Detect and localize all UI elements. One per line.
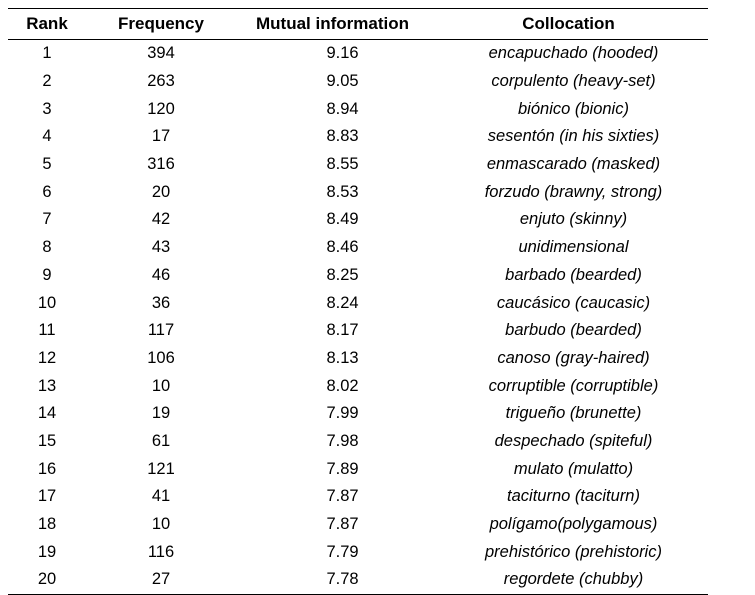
cell-mutual-information: 9.16 <box>326 44 359 63</box>
cell-frequency: 42 <box>151 210 171 229</box>
table-row <box>8 372 708 400</box>
cell-collocation: regordete (chubby) <box>503 570 644 589</box>
cell-collocation: prehistórico (prehistoric) <box>485 542 662 561</box>
table-row <box>8 538 708 566</box>
cell-mutual-information: 7.99 <box>326 404 359 423</box>
cell-mutual-information: 8.46 <box>326 238 359 257</box>
cell-rank: 14 <box>37 404 57 423</box>
cell-mutual-information: 8.24 <box>326 293 359 312</box>
cell-rank: 17 <box>37 487 57 506</box>
cell-frequency: 394 <box>147 44 175 63</box>
cell-collocation: corpulento (heavy-set) <box>491 72 656 91</box>
cell-mutual-information: 7.87 <box>326 487 359 506</box>
cell-rank: 1 <box>42 44 52 63</box>
cell-frequency: 106 <box>147 348 175 367</box>
cell-collocation: enjuto (skinny) <box>519 210 628 229</box>
header-frequency: Frequency <box>118 14 204 33</box>
header-rank: Rank <box>26 14 68 33</box>
cell-rank: 2 <box>42 72 52 91</box>
table-header <box>8 9 708 40</box>
cell-frequency: 316 <box>147 155 175 174</box>
cell-rank: 6 <box>42 182 52 201</box>
table-row <box>8 483 708 511</box>
table-row <box>8 206 708 234</box>
cell-mutual-information: 8.53 <box>326 182 359 201</box>
table-row <box>8 178 708 206</box>
cell-collocation: sesentón (in his sixties) <box>487 127 660 146</box>
cell-frequency: 36 <box>151 293 171 312</box>
cell-rank: 5 <box>42 155 52 174</box>
cell-collocation: caucásico (caucasic) <box>496 293 651 312</box>
cell-collocation: biónico (bionic) <box>518 99 629 118</box>
table-body <box>8 40 708 595</box>
table-row <box>8 566 708 594</box>
cell-mutual-information: 8.02 <box>326 376 359 395</box>
cell-rank: 13 <box>37 376 57 395</box>
table-row <box>8 345 708 373</box>
cell-rank: 8 <box>42 238 52 257</box>
cell-frequency: 27 <box>151 570 171 589</box>
cell-frequency: 263 <box>147 72 175 91</box>
cell-frequency: 17 <box>151 127 171 146</box>
cell-mutual-information: 8.94 <box>326 99 359 118</box>
cell-rank: 3 <box>42 99 52 118</box>
cell-rank: 9 <box>42 265 52 284</box>
cell-rank: 12 <box>37 348 57 367</box>
cell-mutual-information: 7.78 <box>326 570 359 589</box>
cell-mutual-information: 9.05 <box>326 72 359 91</box>
cell-frequency: 121 <box>147 459 175 478</box>
table-row <box>8 234 708 262</box>
table-row <box>8 262 708 290</box>
cell-mutual-information: 8.49 <box>326 210 359 229</box>
table-row <box>8 511 708 539</box>
cell-mutual-information: 8.83 <box>326 127 359 146</box>
cell-frequency: 41 <box>151 487 171 506</box>
cell-frequency: 20 <box>151 182 171 201</box>
cell-mutual-information: 7.79 <box>326 542 359 561</box>
cell-collocation: trigueño (brunette) <box>505 404 642 423</box>
cell-frequency: 116 <box>147 542 175 561</box>
cell-frequency: 117 <box>147 321 175 340</box>
cell-collocation: unidimensional <box>518 238 629 257</box>
cell-rank: 11 <box>38 321 56 340</box>
table-row <box>8 289 708 317</box>
cell-mutual-information: 7.89 <box>326 459 359 478</box>
table-row <box>8 40 708 68</box>
cell-collocation: polígamo(polygamous) <box>489 515 658 534</box>
cell-rank: 18 <box>37 515 57 534</box>
cell-frequency: 19 <box>151 404 171 423</box>
table-row <box>8 400 708 428</box>
cell-mutual-information: 8.55 <box>326 155 359 174</box>
cell-mutual-information: 8.17 <box>326 321 359 340</box>
cell-rank: 16 <box>37 459 57 478</box>
cell-frequency: 10 <box>151 515 171 534</box>
cell-rank: 19 <box>37 542 57 561</box>
collocation-table-container <box>8 8 708 595</box>
cell-collocation: enmascarado (masked) <box>486 155 661 174</box>
cell-rank: 4 <box>42 127 52 146</box>
cell-frequency: 61 <box>151 431 171 450</box>
table-row <box>8 95 708 123</box>
header-mutual-information: Mutual information <box>256 14 409 33</box>
cell-frequency: 46 <box>151 265 171 284</box>
cell-frequency: 120 <box>147 99 175 118</box>
cell-collocation: barbado (bearded) <box>505 265 642 284</box>
cell-rank: 7 <box>42 210 52 229</box>
cell-mutual-information: 7.87 <box>326 515 359 534</box>
cell-collocation: taciturno (taciturn) <box>507 487 640 506</box>
cell-rank: 10 <box>37 293 57 312</box>
cell-frequency: 43 <box>151 238 171 257</box>
header-row <box>8 9 708 40</box>
cell-mutual-information: 8.25 <box>326 265 359 284</box>
table-row <box>8 428 708 456</box>
cell-collocation: mulato (mulatto) <box>513 459 634 478</box>
cell-collocation: corruptible (corruptible) <box>488 376 659 395</box>
cell-rank: 15 <box>37 431 57 450</box>
table-row <box>8 68 708 96</box>
collocation-table <box>8 8 708 595</box>
cell-collocation: barbudo (bearded) <box>505 321 642 340</box>
cell-collocation: forzudo (brawny, strong) <box>484 182 663 201</box>
table-row <box>8 317 708 345</box>
table-row <box>8 455 708 483</box>
table-row <box>8 123 708 151</box>
cell-collocation: despechado (spiteful) <box>494 431 653 450</box>
cell-frequency: 10 <box>151 376 171 395</box>
cell-mutual-information: 8.13 <box>326 348 359 367</box>
cell-rank: 20 <box>37 570 57 589</box>
cell-mutual-information: 7.98 <box>326 431 359 450</box>
header-collocation: Collocation <box>522 14 615 33</box>
table-row <box>8 151 708 179</box>
cell-collocation: encapuchado (hooded) <box>488 44 659 63</box>
cell-collocation: canoso (gray-haired) <box>497 348 650 367</box>
